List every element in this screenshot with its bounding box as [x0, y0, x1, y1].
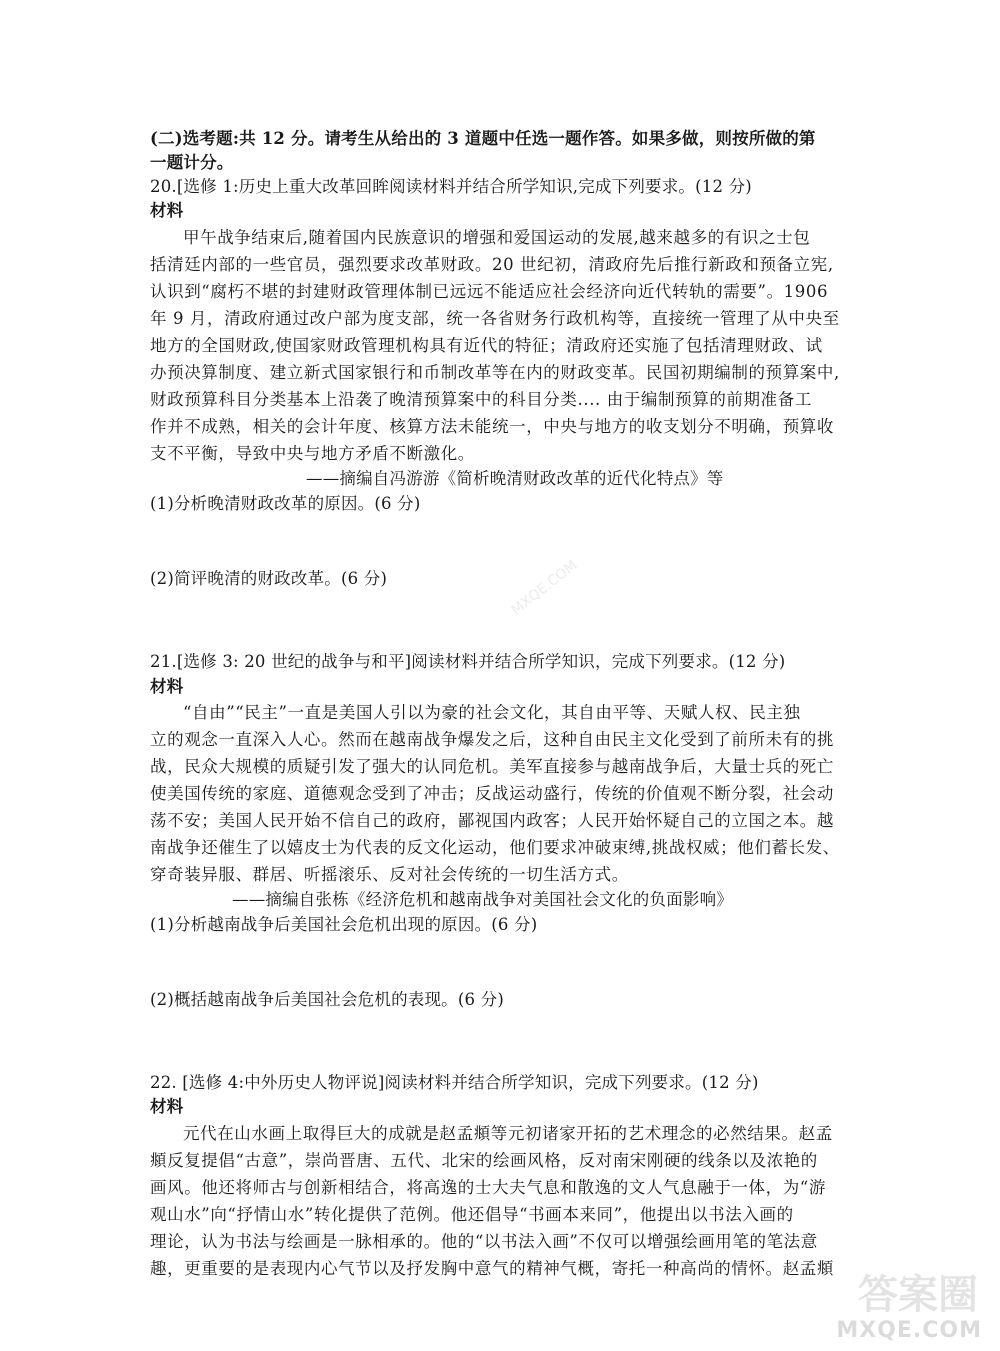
q21-sub-question-1: (1)分析越南战争后美国社会危机出现的原因。(6 分) [150, 915, 538, 934]
q20-material-line: 财政预算科目分类基本上沿袭了晚清预算案中的科目分类.... 由于编制预算的前期准备工 [150, 390, 812, 409]
q21-sub-question-2: (2)概括越南战争后美国社会危机的表现。(6 分) [150, 990, 504, 1009]
q22-material-label: 材料 [150, 1097, 184, 1116]
q20-material-label: 材料 [150, 201, 184, 220]
q21-material-line: “自由”“民主”一直是美国人引以为豪的社会文化，其自由平等、天赋人权、民主独 [183, 703, 801, 722]
q21-source: ——摘编自张栋《经济危机和越南战争对美国社会文化的负面影响》 [232, 890, 733, 909]
q21-material-line: 南战争还催生了以嬉皮士为代表的反文化运动，他们要求冲破束缚,挑战权威；他们蓄长发、 [150, 838, 840, 857]
watermark-logo-text: 答案圈 [858, 1272, 978, 1318]
q20-source: ——摘编自冯游游《简析晚清财政改革的近代化特点》等 [306, 469, 724, 488]
q20-material-line: 认识到“腐朽不堪的封建财政管理体制已远远不能适应社会经济向近代转轨的需要”。1906 [150, 282, 829, 301]
q21-material-line: 使美国传统的家庭、道德观念受到了冲击；反战运动盛行，传统的价值观不断分裂，社会动 [150, 784, 834, 803]
q21-material-line: 穿奇装异服、群居、听摇滚乐、反对社会传统的一切生活方式。 [150, 865, 629, 884]
q22-material-line: 理论，认为书法与绘画是一脉相承的。他的“以书法入画”不仅可以增强绘画用笔的笔法意 [150, 1232, 818, 1251]
q20-material-line: 括清廷内部的一些官员，强烈要求改革财政。20 世纪初，清政府先后推行新政和预备立宪, [150, 255, 834, 274]
faint-watermark: MXQE.COM [508, 557, 581, 619]
q20-sub-question-2: (2)简评晚清的财政改革。(6 分) [150, 569, 388, 588]
q20-sub-question-1: (1)分析晚清财政改革的原因。(6 分) [150, 494, 421, 513]
q21-material-line: 立的观念一直深入人心。然而在越南战争爆发之后，这种自由民主文化受到了前所未有的挑 [150, 730, 834, 749]
q22-material-line: 趣，更重要的是表现内心气节以及抒发胸中意气的精神气概，寄托一种高尚的情怀。赵孟頫 [150, 1259, 834, 1278]
q22-material-line: 元代在山水画上取得巨大的成就是赵孟頫等元初诸家开拓的艺术理念的必然结果。赵孟 [183, 1124, 833, 1143]
q22-material-line: 画风。他还将师古与创新相结合，将高逸的士大夫气息和散逸的文人气息融于一体，为“游 [150, 1178, 826, 1197]
q21-material-line: 荡不安；美国人民开始不信自己的政府，鄙视国内政客；人民开始怀疑自己的立国之本。越 [150, 811, 834, 830]
q22-material-line: 观山水”向“抒情山水”转化提供了范例。他还倡导“书画本来同”，他提出以书法入画的 [150, 1205, 794, 1224]
q21-material-label: 材料 [150, 677, 184, 696]
section-header-line-1: (二)选考题:共 12 分。请考生从给出的 3 道题中任选一题作答。如果多做，则按所做的第 [150, 129, 816, 148]
q20-material-line: 作并不成熟，相关的会计年度、核算方法未能统一，中央与地方的收支划分不明确，预算收 [150, 417, 834, 436]
watermark-url: MXQE.COM [836, 1318, 982, 1343]
section-header-line-2: 一题计分。 [150, 153, 234, 172]
q20-material-line: 办预决算制度、建立新式国家银行和币制改革等在内的财政变革。民国初期编制的预算案中, [150, 363, 840, 382]
watermark-logo [812, 1263, 982, 1343]
q20-title: 20.[选修 1:历史上重大改革回眸阅读材料并结合所学知识,完成下列要求。(12 分) [150, 177, 752, 196]
q20-material-line: 年 9 月，清政府通过改户部为度支部，统一各省财务行政机构等，直接统一管理了从中央至 [150, 309, 840, 328]
q21-material-line: 战，民众大规模的质疑引发了强大的认同危机。美军直接参与越南战争后，大量士兵的死亡 [150, 757, 834, 776]
q20-material-line: 甲午战争结束后,随着国内民族意识的增强和爱国运动的发展,越来越多的有识之士包 [183, 228, 811, 247]
q21-title: 21.[选修 3: 20 世纪的战争与和平]阅读材料并结合所学知识，完成下列要求。(12 分) [150, 652, 786, 671]
q20-material-line: 地方的全国财政,使国家财政管理机构具有近代的特征；清政府还实施了包括清理财政、试 [150, 336, 823, 355]
q22-material-line: 頫反复提倡“古意”，崇尚晋唐、五代、北宋的绘画风格，反对南宋刚硬的线条以及浓艳的 [150, 1151, 818, 1170]
q20-material-line: 支不平衡，导致中央与地方矛盾不断激化。 [150, 444, 475, 463]
q22-title: 22. [选修 4:中外历史人物评说]阅读材料并结合所学知识，完成下列要求。(12 分) [150, 1073, 759, 1092]
